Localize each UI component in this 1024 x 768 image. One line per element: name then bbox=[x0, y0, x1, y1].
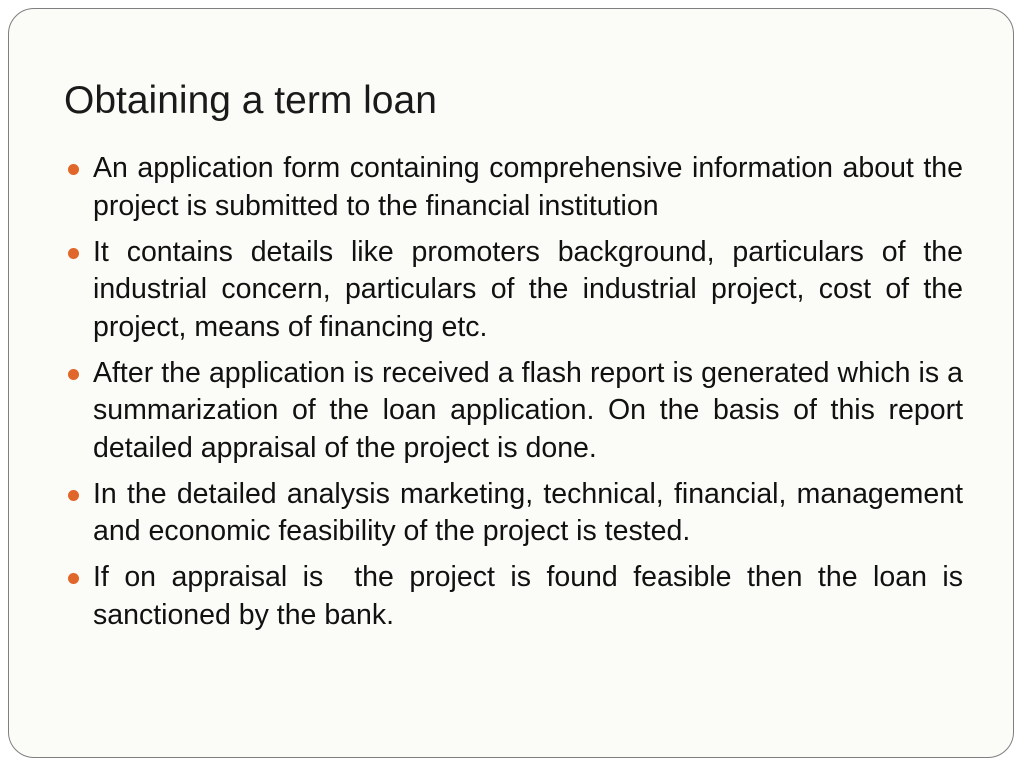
bullet-text: An application form containing comprehensive information about the project is submitted to the financial institution bbox=[93, 152, 971, 222]
bullet-dot-icon bbox=[68, 248, 79, 259]
bullet-item bbox=[93, 476, 971, 551]
bullet-item bbox=[93, 234, 971, 347]
bullet-item bbox=[93, 355, 971, 468]
bullet-text: It contains details like promoters background, particulars of the industrial concern, particulars of the industrial project, cost of the project, means of financing etc. bbox=[93, 235, 971, 343]
bullet-dot-icon bbox=[68, 164, 79, 175]
bullet-item bbox=[93, 559, 971, 634]
bullet-item bbox=[93, 150, 971, 225]
bullet-dot-icon bbox=[68, 490, 79, 501]
bullet-text: If on appraisal is the project is found feasible then the loan is sanctioned by the bank. bbox=[93, 561, 971, 631]
bullet-text: In the detailed analysis marketing, technical, financial, management and economic feasibility of the project is tested. bbox=[93, 477, 971, 547]
bullet-dot-icon bbox=[68, 369, 79, 380]
slide bbox=[8, 8, 1014, 758]
bullet-dot-icon bbox=[68, 573, 79, 584]
slide-title: Obtaining a term loan bbox=[64, 79, 437, 122]
bullet-text: After the application is received a flash report is generated which is a summarization of the loan application. On the basis of this report detailed appraisal of the project is done. bbox=[93, 356, 971, 464]
bullet-list bbox=[93, 150, 971, 643]
